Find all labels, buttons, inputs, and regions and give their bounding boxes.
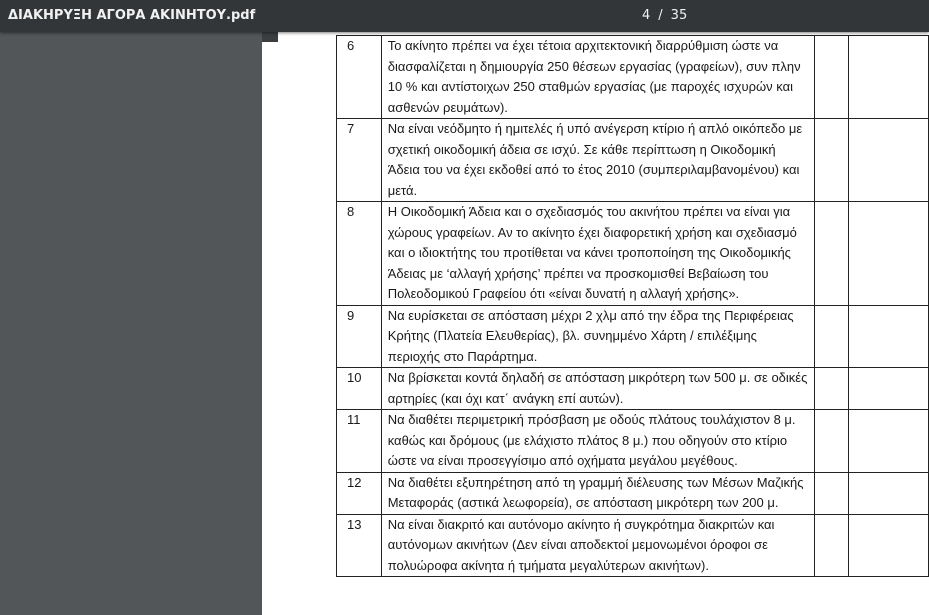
compliance-cell [814,305,849,368]
remarks-cell [849,305,929,368]
table-row [337,202,929,306]
row-number: 11 [337,410,382,473]
row-number: 8 [337,202,382,306]
document-title: ΔΙΑΚΗΡΥΞΗ ΑΓΟΡΑ ΑΚΙΝΗΤΟΥ.pdf [8,8,256,23]
row-number: 10 [337,368,382,410]
compliance-cell [814,202,849,306]
table-row [337,305,929,368]
compliance-cell [814,514,849,577]
remarks-cell [849,368,929,410]
requirement-text: Να είναι διακριτό και αυτόνομο ακίνητο ή συγκρότημα διακριτών και αυτόνομων ακινήτων (Δεν είναι αποδεκτοί μεμονωμένοι όροφοι σε πολυώροφα ακίνητα ή τμήματα μεγαλύτερων ακινήτων). [381,514,814,577]
remarks-cell [849,119,929,202]
table-row [337,472,929,514]
row-number: 9 [337,305,382,368]
compliance-cell [814,36,849,119]
current-page-number[interactable]: 4 [642,8,651,23]
requirement-text: Να ευρίσκεται σε απόσταση μέχρι 2 χλμ από την έδρα της Περιφέρειας Κρήτης (Πλατεία Ελευθερίας), βλ. συνημμένο Χάρτη / επιλέξιμης περιοχής στο Παράρτημα. [381,305,814,368]
remarks-cell [849,514,929,577]
pdf-page [262,32,929,615]
total-pages: 35 [670,8,688,23]
requirement-text: Το ακίνητο πρέπει να έχει τέτοια αρχιτεκτονική διαρρύθμιση ώστε να διασφαλίζεται η δημιουργία 250 θέσεων εργασίας (γραφείων), συν πλην 10 % και αντίστοιχων 250 σταθμών εργασίας (με παροχές ισχυρών και ασθενών ρευμάτων). [381,36,814,119]
page-indicator [642,8,687,23]
requirement-text: Να βρίσκεται κοντά δηλαδή σε απόσταση μικρότερη των 500 μ. σε οδικές αρτηρίες (και όχι κατ΄ ανάγκη επί αυτών). [381,368,814,410]
compliance-cell [814,410,849,473]
remarks-cell [849,202,929,306]
requirement-text: Η Οικοδομική Άδεια και ο σχεδιασμός του ακινήτου πρέπει να είναι για χώρους γραφείων. Αν το ακίνητο έχει διαφορετική χρήση και σχεδιασμό και ο ιδιοκτήτης του προτίθεται να κάνει τροποποίηση της Οικοδομικής Άδειας με ‘αλλαγή χρήσης’ πρέπει να προσκομισθεί Βεβαίωση του Πολεοδομικού Γραφείου ότι «είναι δυνατή η αλλαγή χρήσης». [381,202,814,306]
table-row [337,410,929,473]
requirement-text: Να διαθέτει περιμετρική πρόσβαση με οδούς πλάτους τουλάχιστον 8 μ. καθώς και δρόμους (με ελάχιστο πλάτος 8 μ.) που οδηγούν στο κτίριο ώστε να είναι προσεγγίσιμο από οχήματα μεγάλου μεγέθους. [381,410,814,473]
requirements-table [336,35,929,577]
pdf-toolbar [0,0,929,32]
table-row [337,36,929,119]
row-number: 6 [337,36,382,119]
compliance-cell [814,368,849,410]
table-row [337,368,929,410]
remarks-cell [849,472,929,514]
table-row [337,514,929,577]
requirement-text: Να διαθέτει εξυπηρέτηση από τη γραμμή διέλευσης των Μέσων Μαζικής Μεταφοράς (αστικά λεωφορεία), σε απόσταση μικρότερη των 200 μ. [381,472,814,514]
requirement-text: Να είναι νεόδμητο ή ημιτελές ή υπό ανέγερση κτίριο ή απλό οικόπεδο με σχετική οικοδομική άδεια σε ισχύ. Σε κάθε περίπτωση η Οικοδομική Άδεια του να έχει εκδοθεί από το έτος 2010 (συμπεριλαμβανομένου) και μετά. [381,119,814,202]
row-number: 7 [337,119,382,202]
remarks-cell [849,36,929,119]
page-edge-shadow [262,32,278,42]
compliance-cell [814,119,849,202]
page-separator: / [658,8,663,23]
row-number: 13 [337,514,382,577]
table-row [337,119,929,202]
remarks-cell [849,410,929,473]
compliance-cell [814,472,849,514]
row-number: 12 [337,472,382,514]
